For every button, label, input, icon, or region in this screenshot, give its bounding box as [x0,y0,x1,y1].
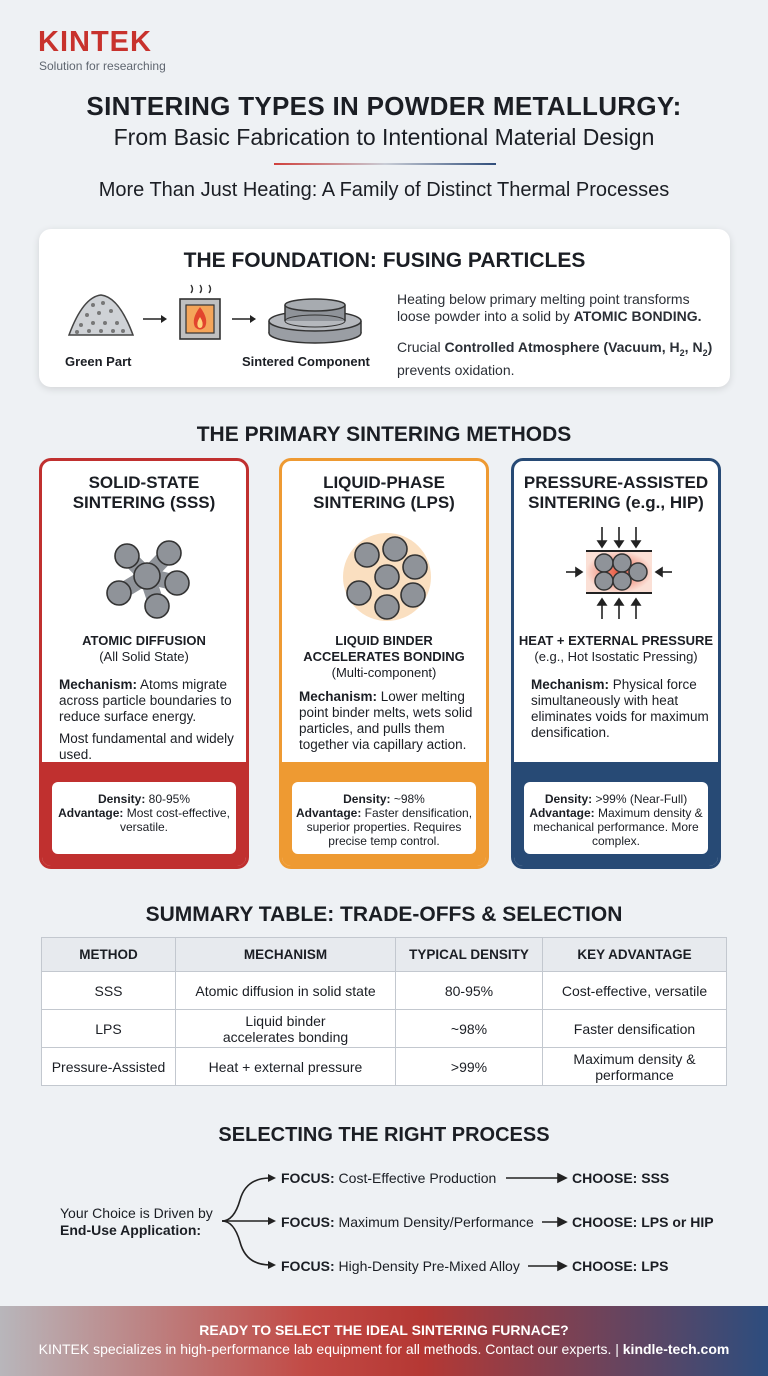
method-stats: Density: 80-95% Advantage: Most cost-effective, versatile. [52,782,236,854]
table-cell: Pressure-Assisted [42,1048,176,1086]
method-title: SOLID-STATE SINTERING (SSS) [72,473,216,512]
mechanism-heading: HEAT + EXTERNAL PRESSURE [518,633,714,648]
cta-banner [0,1306,768,1376]
furnace-icon [180,285,220,339]
page-title: SINTERING TYPES IN POWDER METALLURGY: [86,91,682,121]
method-card-sss [39,458,249,869]
table-cell: Atomic diffusion in solid state [176,972,396,1010]
arrow-icon [143,315,167,323]
mechanism-sub: (All Solid State) [99,649,189,664]
method-card-lps [279,458,489,869]
kintek-logo: KINTEK [38,26,152,58]
method-title: PRESSURE-ASSISTED SINTERING (e.g., HIP) [523,473,709,512]
table-header-row [42,938,727,972]
page-tagline: More Than Just Heating: A Family of Distinct Thermal Processes [98,179,670,201]
powder-pile-icon [69,295,133,335]
cta-heading: READY TO SELECT THE IDEAL SINTERING FURNACE? [199,1322,569,1338]
summary-heading: SUMMARY TABLE: TRADE-OFFS & SELECTION [145,903,623,926]
focus-option: FOCUS: Cost-Effective Production [281,1170,497,1186]
method-card-pressure-assisted [511,458,721,869]
mechanism-text: Mechanism: Lower melting point binder melts, wets solid particles, and pulls them together via capillary action. [299,689,473,752]
mechanism-sub: (e.g., Hot Isostatic Pressing) [534,649,698,664]
sintered-component-label: Sintered Component [242,354,370,369]
mechanism-text: Mechanism: Physical force simultaneously with heat eliminates voids for maximum densification. [531,677,709,740]
table-cell: Heat + external pressure [176,1048,396,1086]
website-link[interactable]: kindle-tech.com [622,1341,730,1357]
methods-heading: THE PRIMARY SINTERING METHODS [196,423,572,446]
mechanism-text: Mechanism: Atoms migrate across particle boundaries to reduce surface energy. [59,677,232,724]
table-cell: Cost-effective, versatile [543,972,727,1010]
foundation-text-bonding: Heating below primary melting point transforms loose powder into a solid by ATOMIC BONDING. [397,291,702,324]
table-cell: ~98% [396,1010,543,1048]
table-cell: Liquid binder accelerates bonding [176,1010,396,1048]
table-row [42,972,727,1010]
mechanism-heading: ATOMIC DIFFUSION [82,633,206,648]
table-cell: >99% [396,1048,543,1086]
method-stats: Density: >99% (Near-Full) Advantage: Maximum density & mechanical performance. More complex. [524,782,708,854]
focus-option: FOCUS: Maximum Density/Performance [281,1214,534,1230]
method-title: LIQUID-PHASE SINTERING (LPS) [313,473,455,512]
focus-option: FOCUS: High-Density Pre-Mixed Alloy [281,1258,520,1274]
mechanism-heading: LIQUID BINDER ACCELERATES BONDING [303,633,465,664]
method-note: Most fundamental and widely used. [59,731,234,762]
table-cell: 80-95% [396,972,543,1010]
title-divider [274,163,496,165]
choice-arrows [500,1170,570,1274]
method-footer [514,762,718,866]
table-cell: SSS [42,972,176,1010]
green-part-label: Green Part [65,354,132,369]
choice-label: CHOOSE: SSS [572,1170,670,1186]
column-header: MECHANISM [176,938,396,972]
choice-label: CHOOSE: LPS or HIP [572,1214,714,1230]
sintering-process-diagram [63,277,393,357]
foundation-card [39,229,730,387]
solid-state-particles-icon [97,531,197,621]
table-cell: LPS [42,1010,176,1048]
foundation-heading: THE FOUNDATION: FUSING PARTICLES [183,249,586,272]
page-subtitle: From Basic Fabrication to Intentional Material Design [113,124,655,150]
table-row [42,1010,727,1048]
liquid-phase-particles-icon [337,529,437,625]
summary-table [41,937,727,1086]
selecting-heading: SELECTING THE RIGHT PROCESS [218,1124,550,1146]
tagline: Solution for researching [39,59,166,73]
column-header: KEY ADVANTAGE [543,938,727,972]
column-header: METHOD [42,938,176,972]
foundation-text-atmosphere: Crucial Controlled Atmosphere (Vacuum, $H_2$, $N_2$) prevents oxidation. [397,339,713,378]
column-header: TYPICAL DENSITY [396,938,543,972]
arrow-icon [232,315,256,323]
pressure-assisted-icon [564,523,674,623]
cta-text: KINTEK specializes in high-performance lab equipment for all methods. Contact our experts. | kindle-tech.com [38,1341,730,1357]
mechanism-sub: (Multi-component) [331,665,437,680]
sintered-disc-icon [269,299,361,343]
selection-driver: Your Choice is Driven by End-Use Application: [60,1205,213,1238]
table-row [42,1048,727,1086]
method-footer [282,762,486,866]
table-cell: Maximum density & performance [543,1048,727,1086]
method-footer [42,762,246,866]
choice-label: CHOOSE: LPS [572,1258,669,1274]
method-stats: Density: ~98% Advantage: Faster densification, superior properties. Requires precise temp control. [292,782,476,854]
table-cell: Faster densification [543,1010,727,1048]
